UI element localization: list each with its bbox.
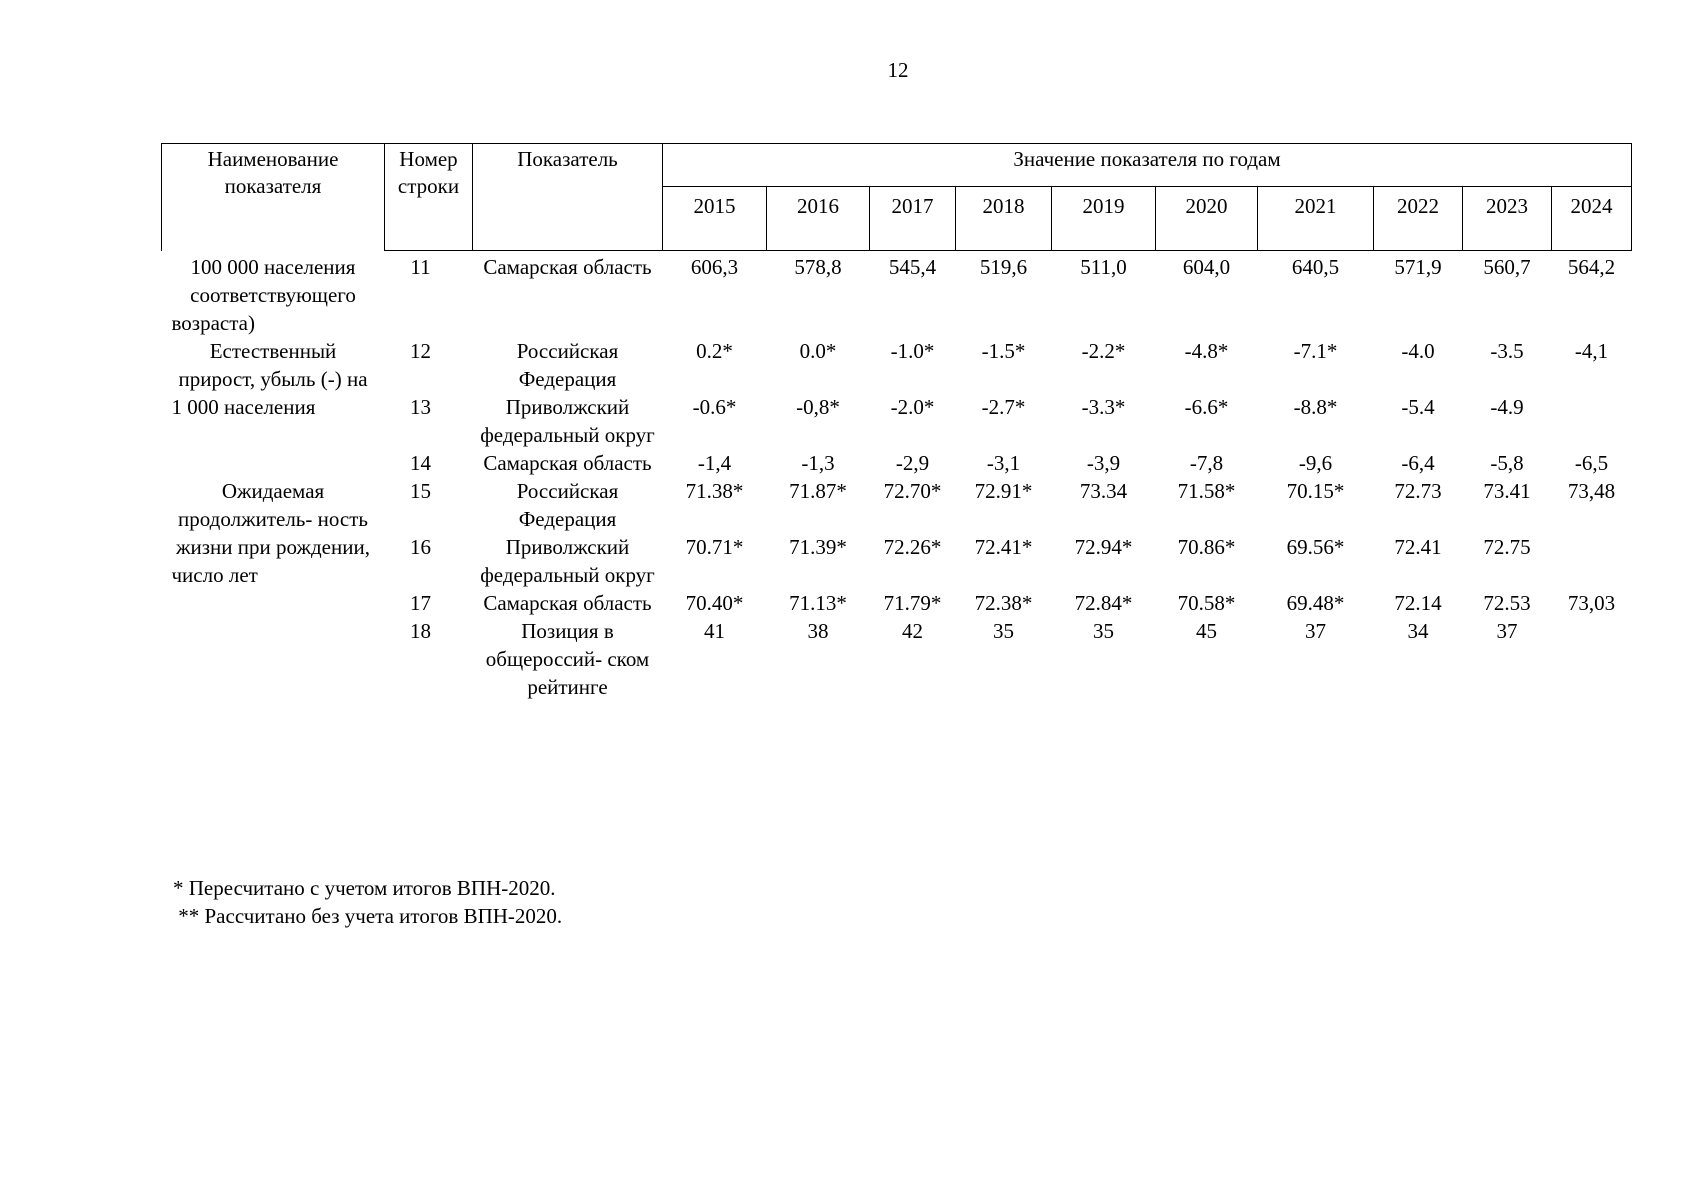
table-row: [162, 337, 1632, 393]
value-cell: -2,9: [895, 450, 930, 475]
value-cell: 72.91*: [974, 478, 1033, 503]
value-cell: 73.41: [1483, 478, 1531, 503]
value-cell: -1.0*: [890, 338, 935, 363]
header-year: 2017: [870, 187, 956, 251]
value-cell: -8.8*: [1293, 394, 1338, 419]
value-cell: 72.94*: [1074, 534, 1133, 559]
value-cell: 71.13*: [789, 590, 847, 615]
value-cell: -4,1: [1574, 338, 1609, 363]
value-cell: 38: [807, 618, 829, 643]
value-cell: -0.6*: [692, 394, 737, 419]
footnote-recalculated: * Пересчитано с учетом итогов ВПН-2020.: [173, 876, 556, 900]
header-year: 2024: [1552, 187, 1632, 251]
row-number-cell: 11: [410, 255, 431, 279]
indicator-name-cell: Ожидаемая продолжитель- ность жизни при рождении, число лет: [171, 478, 370, 587]
value-cell: [1552, 533, 1632, 589]
value-cell: -1,4: [697, 450, 732, 475]
value-cell: [1552, 617, 1632, 701]
value-cell: -3.3*: [1081, 394, 1126, 419]
value-cell: 45: [1196, 618, 1217, 643]
indicator-cell: Позиция в общероссий- ском рейтинге: [485, 618, 650, 699]
value-cell: 640,5: [1291, 255, 1340, 279]
value-cell: 71.38*: [685, 478, 744, 503]
value-cell: -6,5: [1574, 450, 1609, 475]
value-cell: 70.86*: [1177, 534, 1236, 559]
value-cell: 545,4: [888, 255, 937, 279]
row-number-cell: 14: [410, 450, 431, 475]
row-number-cell: 15: [410, 478, 431, 503]
value-cell: 564,2: [1567, 255, 1616, 279]
header-indicator-name: Наименование показателя: [162, 144, 385, 251]
table-header: [162, 144, 1632, 251]
table-body: [162, 251, 1632, 701]
indicator-name-cell: Естественный прирост, убыль (-) на 1 000 населения: [171, 338, 368, 419]
row-number-cell: 17: [410, 590, 431, 615]
value-cell: 72.26*: [883, 534, 942, 559]
value-cell: -9,6: [1298, 450, 1333, 475]
indicator-cell: Самарская область: [483, 590, 652, 615]
value-cell: 0.2*: [696, 338, 733, 363]
value-cell: 604,0: [1182, 255, 1231, 279]
value-cell: -6,4: [1401, 450, 1435, 475]
value-cell: 42: [902, 618, 923, 643]
indicator-cell: Самарская область: [483, 255, 652, 279]
row-number-cell: 12: [410, 338, 431, 363]
value-cell: 69.56*: [1286, 534, 1345, 559]
value-cell: -5.4: [1401, 394, 1435, 419]
value-cell: [1552, 393, 1632, 449]
value-cell: 69.48*: [1286, 590, 1345, 615]
value-cell: 71.39*: [789, 534, 847, 559]
header-row-number: Номер строки: [385, 144, 473, 251]
value-cell: -1.5*: [981, 338, 1026, 363]
value-cell: 71.58*: [1177, 478, 1236, 503]
value-cell: -6.6*: [1184, 394, 1229, 419]
indicator-cell: Приволжский федеральный округ: [480, 534, 655, 587]
header-year: 2022: [1374, 187, 1463, 251]
value-cell: -1,3: [801, 450, 835, 475]
header-year: 2018: [956, 187, 1052, 251]
value-cell: 72.41*: [974, 534, 1033, 559]
value-cell: 37: [1496, 618, 1518, 643]
value-cell: 72.75: [1483, 534, 1531, 559]
value-cell: -2.2*: [1081, 338, 1126, 363]
header-year: 2020: [1156, 187, 1258, 251]
value-cell: 73,48: [1567, 478, 1616, 503]
value-cell: 72.73: [1394, 478, 1442, 503]
value-cell: 72.70*: [883, 478, 942, 503]
value-cell: -7,8: [1189, 450, 1224, 475]
value-cell: -4.9: [1490, 394, 1524, 419]
header-year: 2015: [663, 187, 767, 251]
value-cell: 511,0: [1080, 255, 1127, 279]
value-cell: 73,03: [1567, 590, 1616, 615]
header-year: 2016: [767, 187, 870, 251]
footnotes: [173, 874, 562, 930]
header-year: 2021: [1258, 187, 1374, 251]
page-number: 12: [887, 58, 909, 82]
value-cell: 72.41: [1394, 534, 1442, 559]
value-cell: 606,3: [690, 255, 739, 279]
value-cell: -3,1: [986, 450, 1021, 475]
value-cell: 72.84*: [1074, 590, 1133, 615]
value-cell: -2.7*: [981, 394, 1026, 419]
footnote-calculated-without: ** Рассчитано без учета итогов ВПН-2020.: [173, 904, 563, 928]
indicator-cell: Российская Федерация: [516, 478, 619, 531]
value-cell: 578,8: [794, 255, 842, 279]
value-cell: 72.14: [1394, 590, 1442, 615]
header-indicator: Показатель: [473, 144, 663, 251]
table-row: [162, 477, 1632, 533]
value-cell: 70.40*: [685, 590, 744, 615]
statistics-table: [161, 143, 1632, 701]
value-cell: -3.5: [1490, 338, 1524, 363]
row-number-cell: 16: [410, 534, 431, 559]
value-cell: 71.87*: [789, 478, 847, 503]
value-cell: -4.0: [1401, 338, 1435, 363]
value-cell: 70.58*: [1177, 590, 1236, 615]
indicator-cell: Самарская область: [483, 450, 652, 475]
value-cell: 0.0*: [799, 338, 837, 363]
indicator-cell: Российская Федерация: [516, 338, 619, 391]
value-cell: -3,9: [1086, 450, 1121, 475]
value-cell: 72.53: [1483, 590, 1531, 615]
value-cell: 72.38*: [974, 590, 1033, 615]
header-year: 2023: [1463, 187, 1552, 251]
row-number-cell: 18: [410, 618, 431, 643]
value-cell: 71.79*: [883, 590, 942, 615]
value-cell: 35: [1093, 618, 1114, 643]
value-cell: -2.0*: [890, 394, 935, 419]
value-cell: 35: [993, 618, 1014, 643]
value-cell: -0,8*: [796, 394, 840, 419]
value-cell: -5,8: [1490, 450, 1524, 475]
header-year: 2019: [1052, 187, 1156, 251]
value-cell: 73.34: [1079, 478, 1128, 503]
value-cell: -4.8*: [1184, 338, 1229, 363]
value-cell: 560,7: [1483, 255, 1531, 279]
value-cell: 37: [1305, 618, 1326, 643]
value-cell: 41: [704, 618, 725, 643]
row-number-cell: 13: [410, 394, 431, 419]
value-cell: 70.15*: [1286, 478, 1345, 503]
indicator-name-cell: 100 000 населения соответствующего возраста): [171, 254, 356, 335]
header-values-by-year: Значение показателя по годам: [663, 144, 1632, 187]
value-cell: 34: [1407, 618, 1429, 643]
value-cell: -7.1*: [1293, 338, 1338, 363]
value-cell: 70.71*: [685, 534, 744, 559]
value-cell: 519,6: [979, 255, 1028, 279]
indicator-cell: Приволжский федеральный округ: [480, 394, 655, 447]
value-cell: 571,9: [1394, 255, 1442, 279]
table-row: [162, 251, 1632, 337]
